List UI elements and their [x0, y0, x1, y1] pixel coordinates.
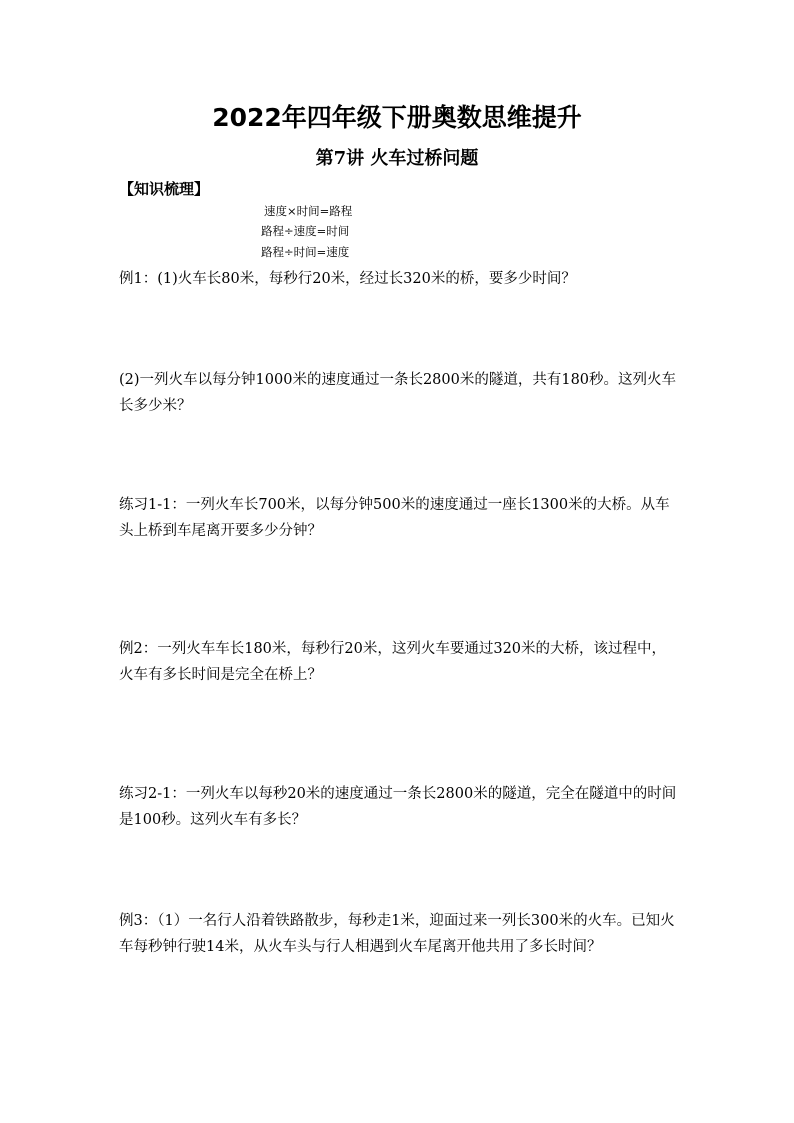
- formula-time: 路程÷速度=时间: [261, 224, 350, 238]
- practice-1-1: 练习1-1：一列火车长700米，以每分钟500米的速度通过一座长1300米的大桥。从车头上桥到车尾离开要多少分钟？: [119, 497, 670, 539]
- example-1-part-2: (2)一列火车以每分钟1000米的速度通过一条长2800米的隧道，共有180秒。这列火车长多少米？: [119, 372, 677, 414]
- document-title: 2022年四年级下册奥数思维提升: [212, 103, 582, 132]
- practice-2-1: 练习2-1：一列火车以每秒20米的速度通过一条长2800米的隧道，完全在隧道中的时间是100秒。这列火车有多长？: [119, 786, 677, 828]
- knowledge-heading: 【知识梳理】: [119, 180, 210, 198]
- formula-speed: 路程÷时间=速度: [261, 245, 350, 259]
- lecture-subtitle: 第7讲 火车过桥问题: [315, 148, 479, 169]
- example-2: 例2：一列火车车长180米，每秒行20米，这列火车要通过320米的大桥，该过程中，火车有多长时间是完全在桥上？: [119, 641, 667, 683]
- example-1-part-1: 例1：(1)火车长80米，每秒行20米，经过长320米的桥，要多少时间？: [119, 271, 576, 287]
- example-3: 例3：（1）一名行人沿着铁路散步，每秒走1米，迎面过来一列长300米的火车。已知火车每秒钟行驶14米，从火车头与行人相遇到火车尾离开他共用了多长时间？: [119, 913, 675, 955]
- formula-distance: 速度×时间=路程: [264, 204, 353, 218]
